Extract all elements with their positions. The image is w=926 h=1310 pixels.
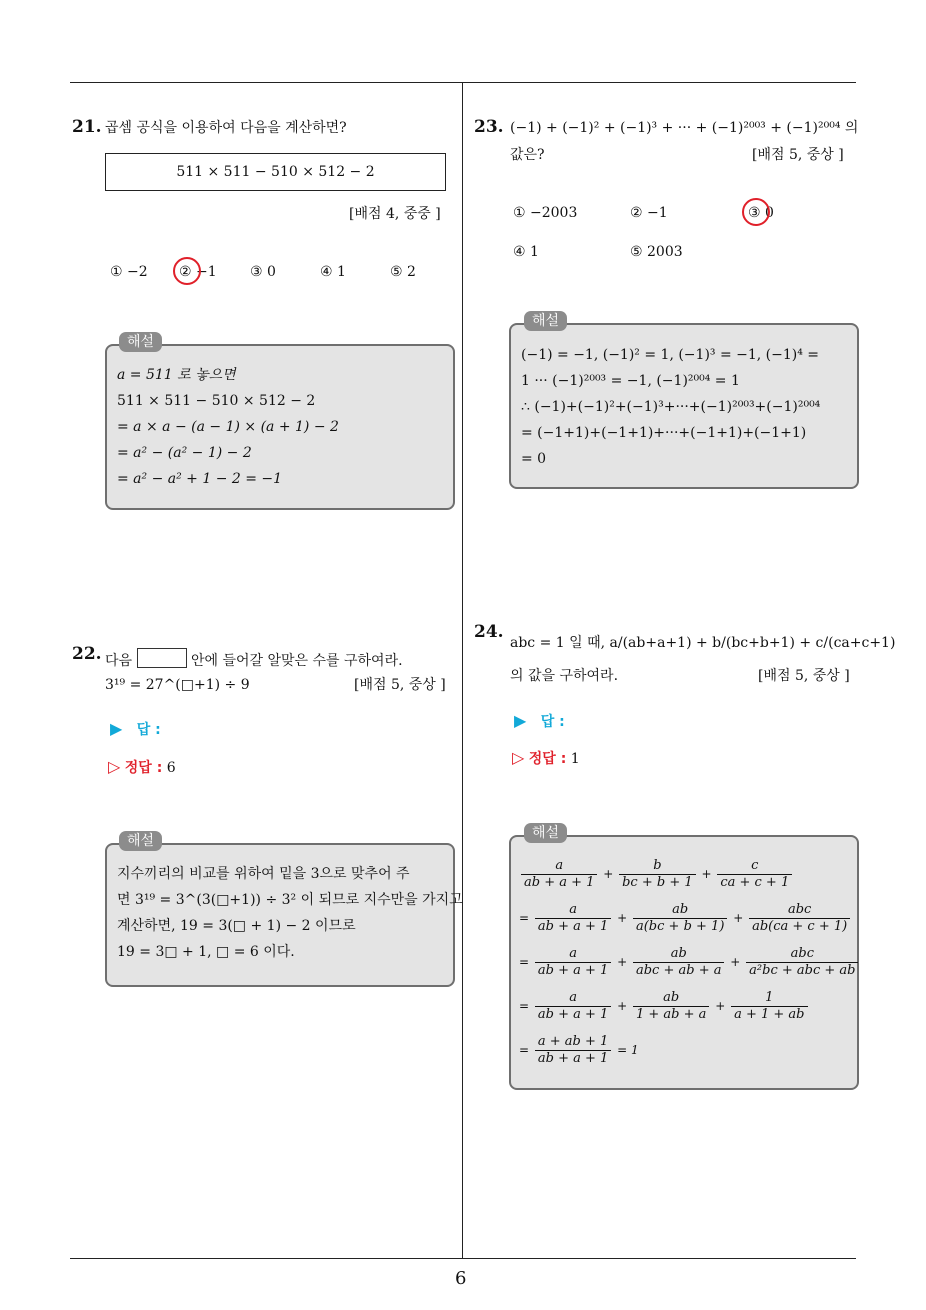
q22-explanation-line-1: 지수끼리의 비교를 위하여 밑을 3으로 맞추어 주 [117,866,410,882]
top-rule [70,82,856,83]
q22-question-pre: 다음 [105,653,133,669]
q23-question-line-2: 값은? [510,147,545,163]
q21-selected-mark [173,257,201,285]
q24-explanation-tag: 해설 [524,823,567,843]
q22-score: [배점 5, 중상 ] [354,677,446,693]
q21-score: [배점 4, 중중 ] [349,206,441,222]
q23-option-5[interactable]: ⑤ 2003 [630,244,683,260]
q22-blank-box [137,648,187,668]
q24-question-line-2: 의 값을 구하여라. [510,668,619,684]
q23-option-3[interactable]: ③ 0 [748,205,774,221]
q23-option-4[interactable]: ④ 1 [513,244,539,260]
q23-selected-mark [742,198,770,226]
q23-option-1[interactable]: ① −2003 [513,205,578,221]
correct-arrow-icon: ▷ [512,748,525,767]
q23-number: 23. [474,117,504,137]
q24-explanation-step-4: = $\frac{a}{ab + a + 1}$ + $\frac{ab}{1 + ab + a}$ + $\frac{1}{a + 1 + ab}$ [519,984,860,1028]
q24-correct-value: 1 [570,751,580,767]
q23-option-2[interactable]: ② −1 [630,205,668,221]
q22-question-post: 안에 들어갈 알맞은 수를 구하여라. [190,653,403,669]
q21-explanation-line-1: a = 511 로 놓으면 [117,367,236,383]
q21-option-5[interactable]: ⑤ 2 [390,264,416,280]
q23-question-line-1: (−1) + (−1)² + (−1)³ + ··· + (−1)²⁰⁰³ + (−1)²⁰⁰⁴ 의 [510,120,859,136]
q24-score: [배점 5, 중상 ] [758,668,850,684]
q24-answer-row [514,712,565,731]
q22-explanation-line-2: 면 3¹⁹ = 3^(3(□+1)) ÷ 3² 이 되므로 지수만을 가지고 [117,892,463,908]
q22-number: 22. [72,644,102,664]
q21-expression-box [105,153,446,191]
q23-explanation-tag: 해설 [524,311,567,331]
q22-explanation-line-4: 19 = 3□ + 1, □ = 6 이다. [117,944,295,960]
q22-answer-label: 답 : [136,722,161,738]
q21-explanation-tag: 해설 [119,332,162,352]
q22-equation: 3¹⁹ = 27^(□+1) ÷ 9 [105,677,250,693]
q24-explanation-body [519,852,860,1072]
q22-answer-row [110,720,161,739]
q24-explanation-step-2: = $\frac{a}{ab + a + 1}$ + $\frac{ab}{a(bc + b + 1)}$ + $\frac{\text{abc}}{ab(ca + c + 1)}$ [519,896,860,940]
q22-correct-value: 6 [166,760,176,776]
q24-answer-label: 답 : [540,714,565,730]
q24-correct-label: 정답 : [528,751,567,767]
q21-explanation-line-4: = a² − (a² − 1) − 2 [117,445,252,461]
q21-explanation-line-5: = a² − a² + 1 − 2 = −1 [117,471,283,487]
q22-question [105,648,403,670]
q22-explanation-tag: 해설 [119,831,162,851]
q23-explanation-line-5: = 0 [521,451,547,467]
q21-number: 21. [72,117,102,137]
q24-number: 24. [474,622,504,642]
q21-option-2[interactable]: ② −1 [179,264,217,280]
q23-score: [배점 5, 중상 ] [752,147,844,163]
bottom-rule [70,1258,856,1259]
q22-explanation-line-3: 계산하면, 19 = 3(□ + 1) − 2 이므로 [117,918,356,934]
q22-correct-label: 정답 : [124,760,163,776]
answer-arrow-icon: ▶ [514,711,527,730]
q21-explanation-line-2: 511 × 511 − 510 × 512 − 2 [117,393,316,409]
q23-explanation-line-2: 1 ··· (−1)²⁰⁰³ = −1, (−1)²⁰⁰⁴ = 1 [521,373,740,389]
q21-option-4[interactable]: ④ 1 [320,264,346,280]
q22-correct-row [108,758,176,777]
column-divider [462,83,463,1259]
q24-explanation-step-1: $\frac{a}{ab + a + 1}$ + $\frac{b}{bc + b + 1}$ + $\frac{c}{ca + c + 1}$ [519,852,860,896]
q21-option-1[interactable]: ① −2 [110,264,148,280]
correct-arrow-icon: ▷ [108,757,121,776]
q21-explanation-line-3: = a × a − (a − 1) × (a + 1) − 2 [117,419,339,435]
q24-question-line-1: abc = 1 일 때, a/(ab+a+1) + b/(bc+b+1) + c/(ca+c+1) [510,635,896,651]
q23-explanation-line-1: (−1) = −1, (−1)² = 1, (−1)³ = −1, (−1)⁴ = [521,347,820,363]
answer-arrow-icon: ▶ [110,719,123,738]
q23-explanation-line-4: = (−1+1)+(−1+1)+···+(−1+1)+(−1+1) [521,425,807,441]
q24-explanation-step-5: = $\frac{a + ab + 1}{ab + a + 1}$ = 1 [519,1034,639,1066]
q21-option-3[interactable]: ③ 0 [250,264,276,280]
q24-correct-row [512,749,580,768]
q21-question: 곱셈 공식을 이용하여 다음을 계산하면? [105,120,347,136]
q23-explanation-line-3: ∴ (−1)+(−1)²+(−1)³+···+(−1)²⁰⁰³+(−1)²⁰⁰⁴ [521,399,821,415]
page-number: 6 [455,1268,467,1289]
q24-explanation-step-3: = $\frac{a}{ab + a + 1}$ + $\frac{ab}{\text{abc + ab + a}}$ + $\frac{\text{abc}}{\text{a²bc + abc + ab}}$ [519,940,860,984]
q21-expression: 511 × 511 − 510 × 512 − 2 [176,164,375,180]
